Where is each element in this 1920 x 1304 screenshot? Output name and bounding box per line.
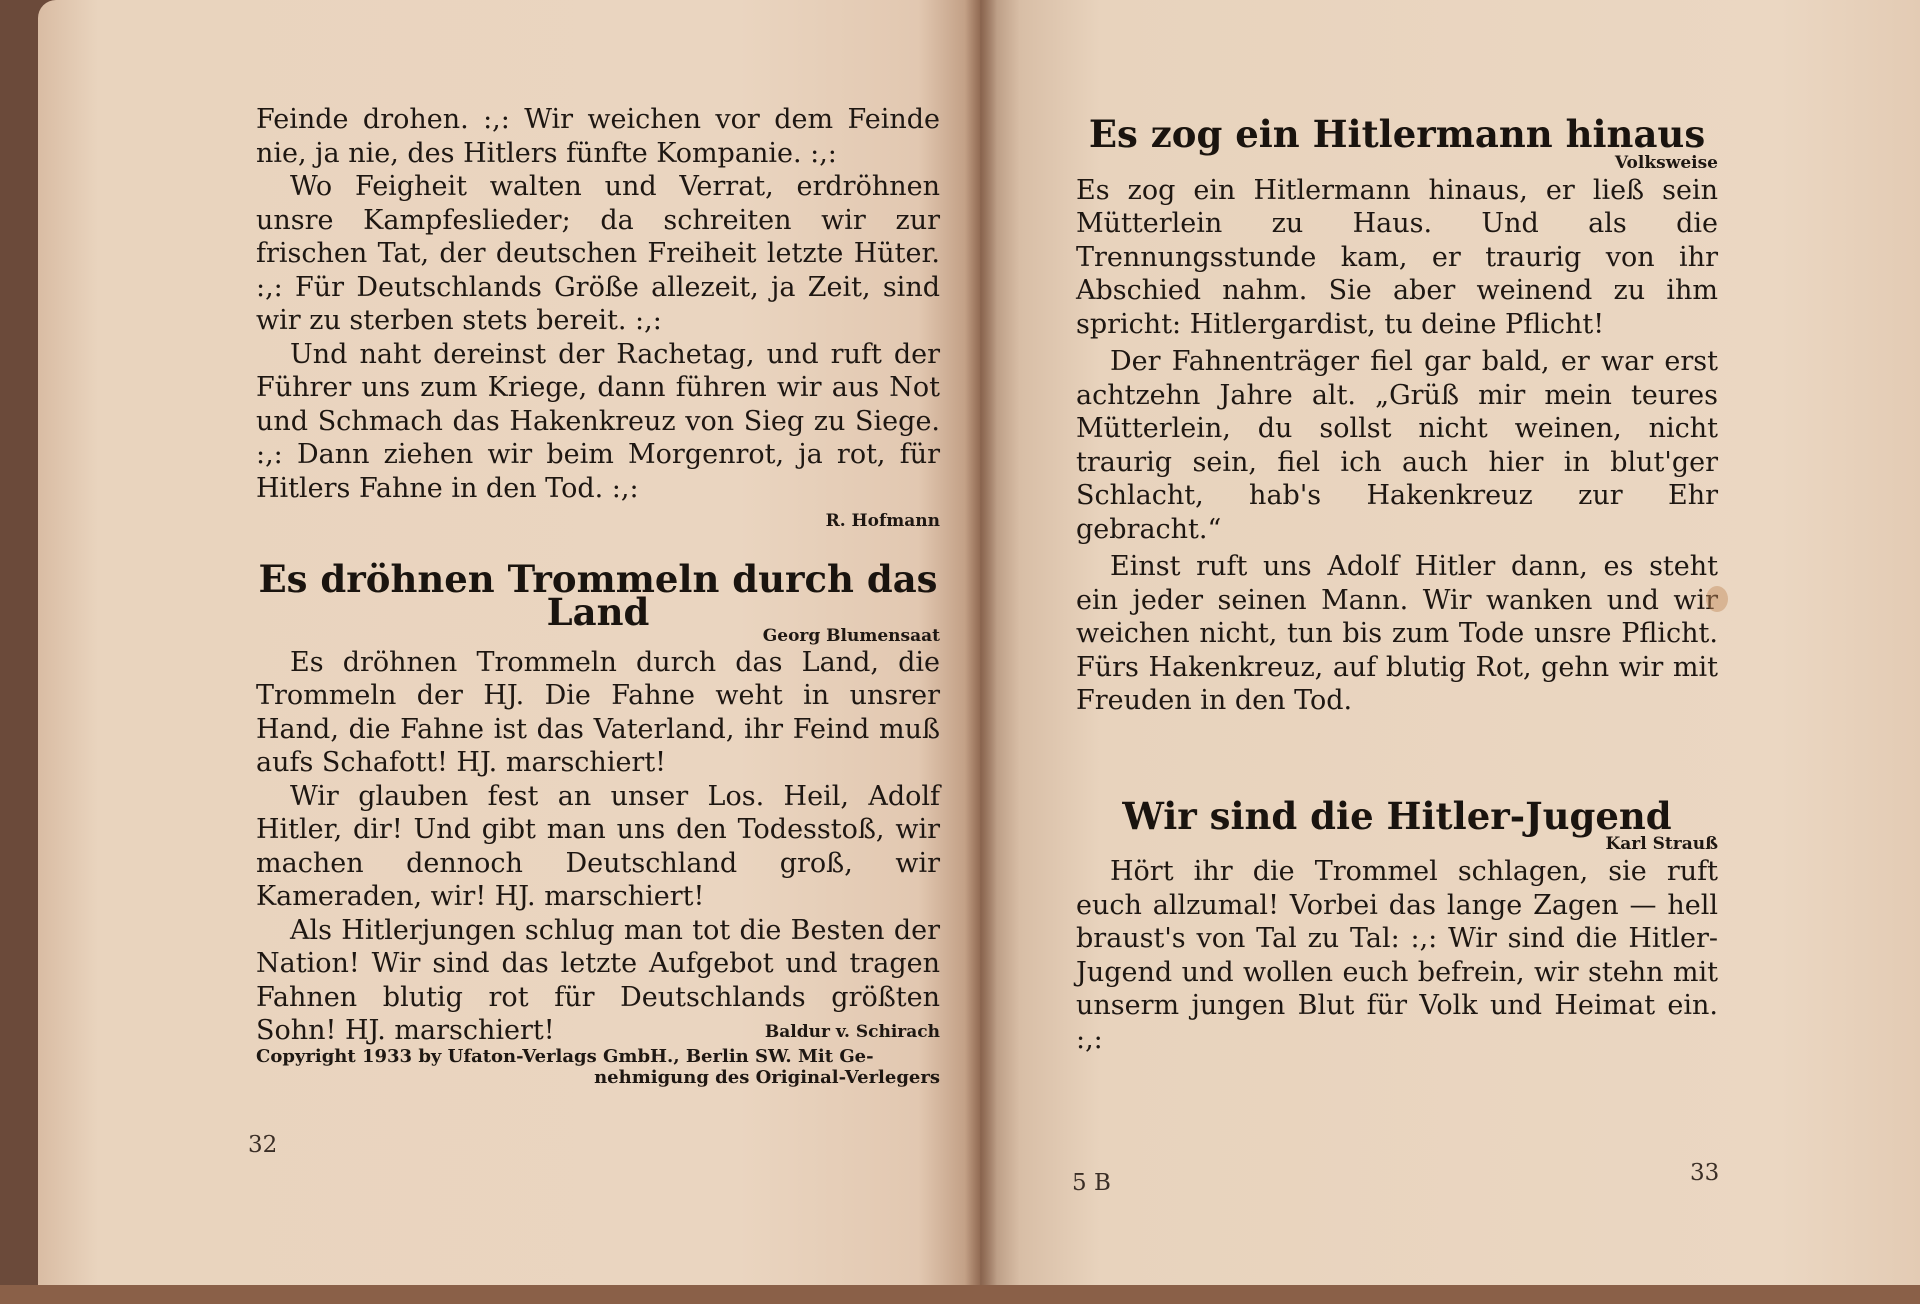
right-page-text [1076,112,1718,1056]
stanza: Feinde drohen. :,: Wir weichen vor dem Feinde nie, ja nie, des Hitlers fünfte Kompanie. :,: [256,104,940,169]
stanza: Wir glauben fest an unser Los. Heil, Adolf Hitler, dir! Und gibt man uns den Todesstoß, wir machen dennoch Deutschland groß, wir Kameraden, wir! HJ. marschiert! [256,780,940,912]
page-number: 32 [248,1132,278,1158]
right-page [980,0,1920,1304]
stanza: Einst ruft uns Adolf Hitler dann, es steht ein jeder seinen Mann. Wir wanken und wir weichen nicht, tun bis zum Tode unsre Pflicht. Fürs Hakenkreuz, auf blutig Rot, gehn wir mit Freuden in den Tod. [1076,551,1718,716]
left-page-text [256,103,940,1088]
copyright-line: Copyright 1933 by Ufaton-Verlags GmbH., Berlin SW. Mit Ge- [256,1045,874,1067]
stanza: Der Fahnenträger fiel gar bald, er war erst achtzehn Jahre alt. „Grüß mir mein teures Mütterlein, du sollst nicht weinen, nicht traurig sein, fiel ich auch hier in blut'ger Schlacht, hab's Hakenkreuz zur Ehr gebracht.“ [1076,346,1718,545]
stanza: Es dröhnen Trommeln durch das Land, die Trommeln der HJ. Die Fahne weht in unsrer Hand, die Fahne ist das Vaterland, ihr Feind muß aufs Schafott! HJ. marschiert! [256,646,940,778]
copyright-notice [256,1046,940,1088]
page-number: 33 [1690,1160,1720,1186]
signature-mark: 5 B [1072,1170,1111,1196]
song-title: Es zog ein Hitlermann hinaus [1088,112,1706,156]
stanza: Wo Feigheit walten und Verrat, erdröhnen unsre Kampfeslieder; da schreiten wir zur frischen Tat, der deutschen Freiheit letzte Hüter. :,: Für Deutschlands Größe allezeit, ja Zeit, sind wir zu sterben stets bereit. :,: [256,171,940,336]
stanza: Als Hitlerjungen schlug man tot die Besten der Nation! Wir sind das letzte Aufgebot und tragen Fahnen blutig rot für Deutschlands größten Sohn! HJ. marschiert! [256,914,940,1046]
song-author: R. Hofmann [825,511,940,531]
song-title: Wir sind die Hitler-Jugend [1122,793,1672,838]
song-author: Volksweise [1614,152,1718,173]
song-title: Es dröhnen Trommeln durch das Land [258,556,938,634]
stanza: Und naht dereinst der Rachetag, und ruft der Führer uns zum Kriege, dann führen wir aus Not und Schmach das Hakenkreuz von Sieg zu Siege. :,: Dann ziehen wir beim Morgenrot, ja rot, für Hitlers Fahne in den Tod. :,: [256,338,940,504]
stain [1706,586,1728,612]
book-gutter [965,0,997,1304]
stanza: Es zog ein Hitlermann hinaus, er ließ sein Mütterlein zu Haus. Und als die Trennungsstunde kam, er traurig von ihr Abschied nahm. Sie aber weinend zu ihm spricht: Hitlergardist, tu deine Pflicht! [1076,174,1718,340]
stanza: Hört ihr die Trommel schlagen, sie ruft euch allzumal! Vorbei das lange Zagen — hell braust's von Tal zu Tal: :,: Wir sind die Hitler-Jugend und wollen euch befrein, wir stehn mit unserm jungen Blut für Volk und Heimat ein. :,: [1076,856,1718,1055]
song-author: Baldur v. Schirach [764,1021,940,1042]
song-author: Karl Strauß [1605,834,1718,854]
song-author: Georg Blumensaat [762,625,940,646]
left-page [38,0,980,1304]
copyright-line: nehmigung des Original-Verlegers [594,1066,940,1088]
book-edge [0,1285,1920,1304]
